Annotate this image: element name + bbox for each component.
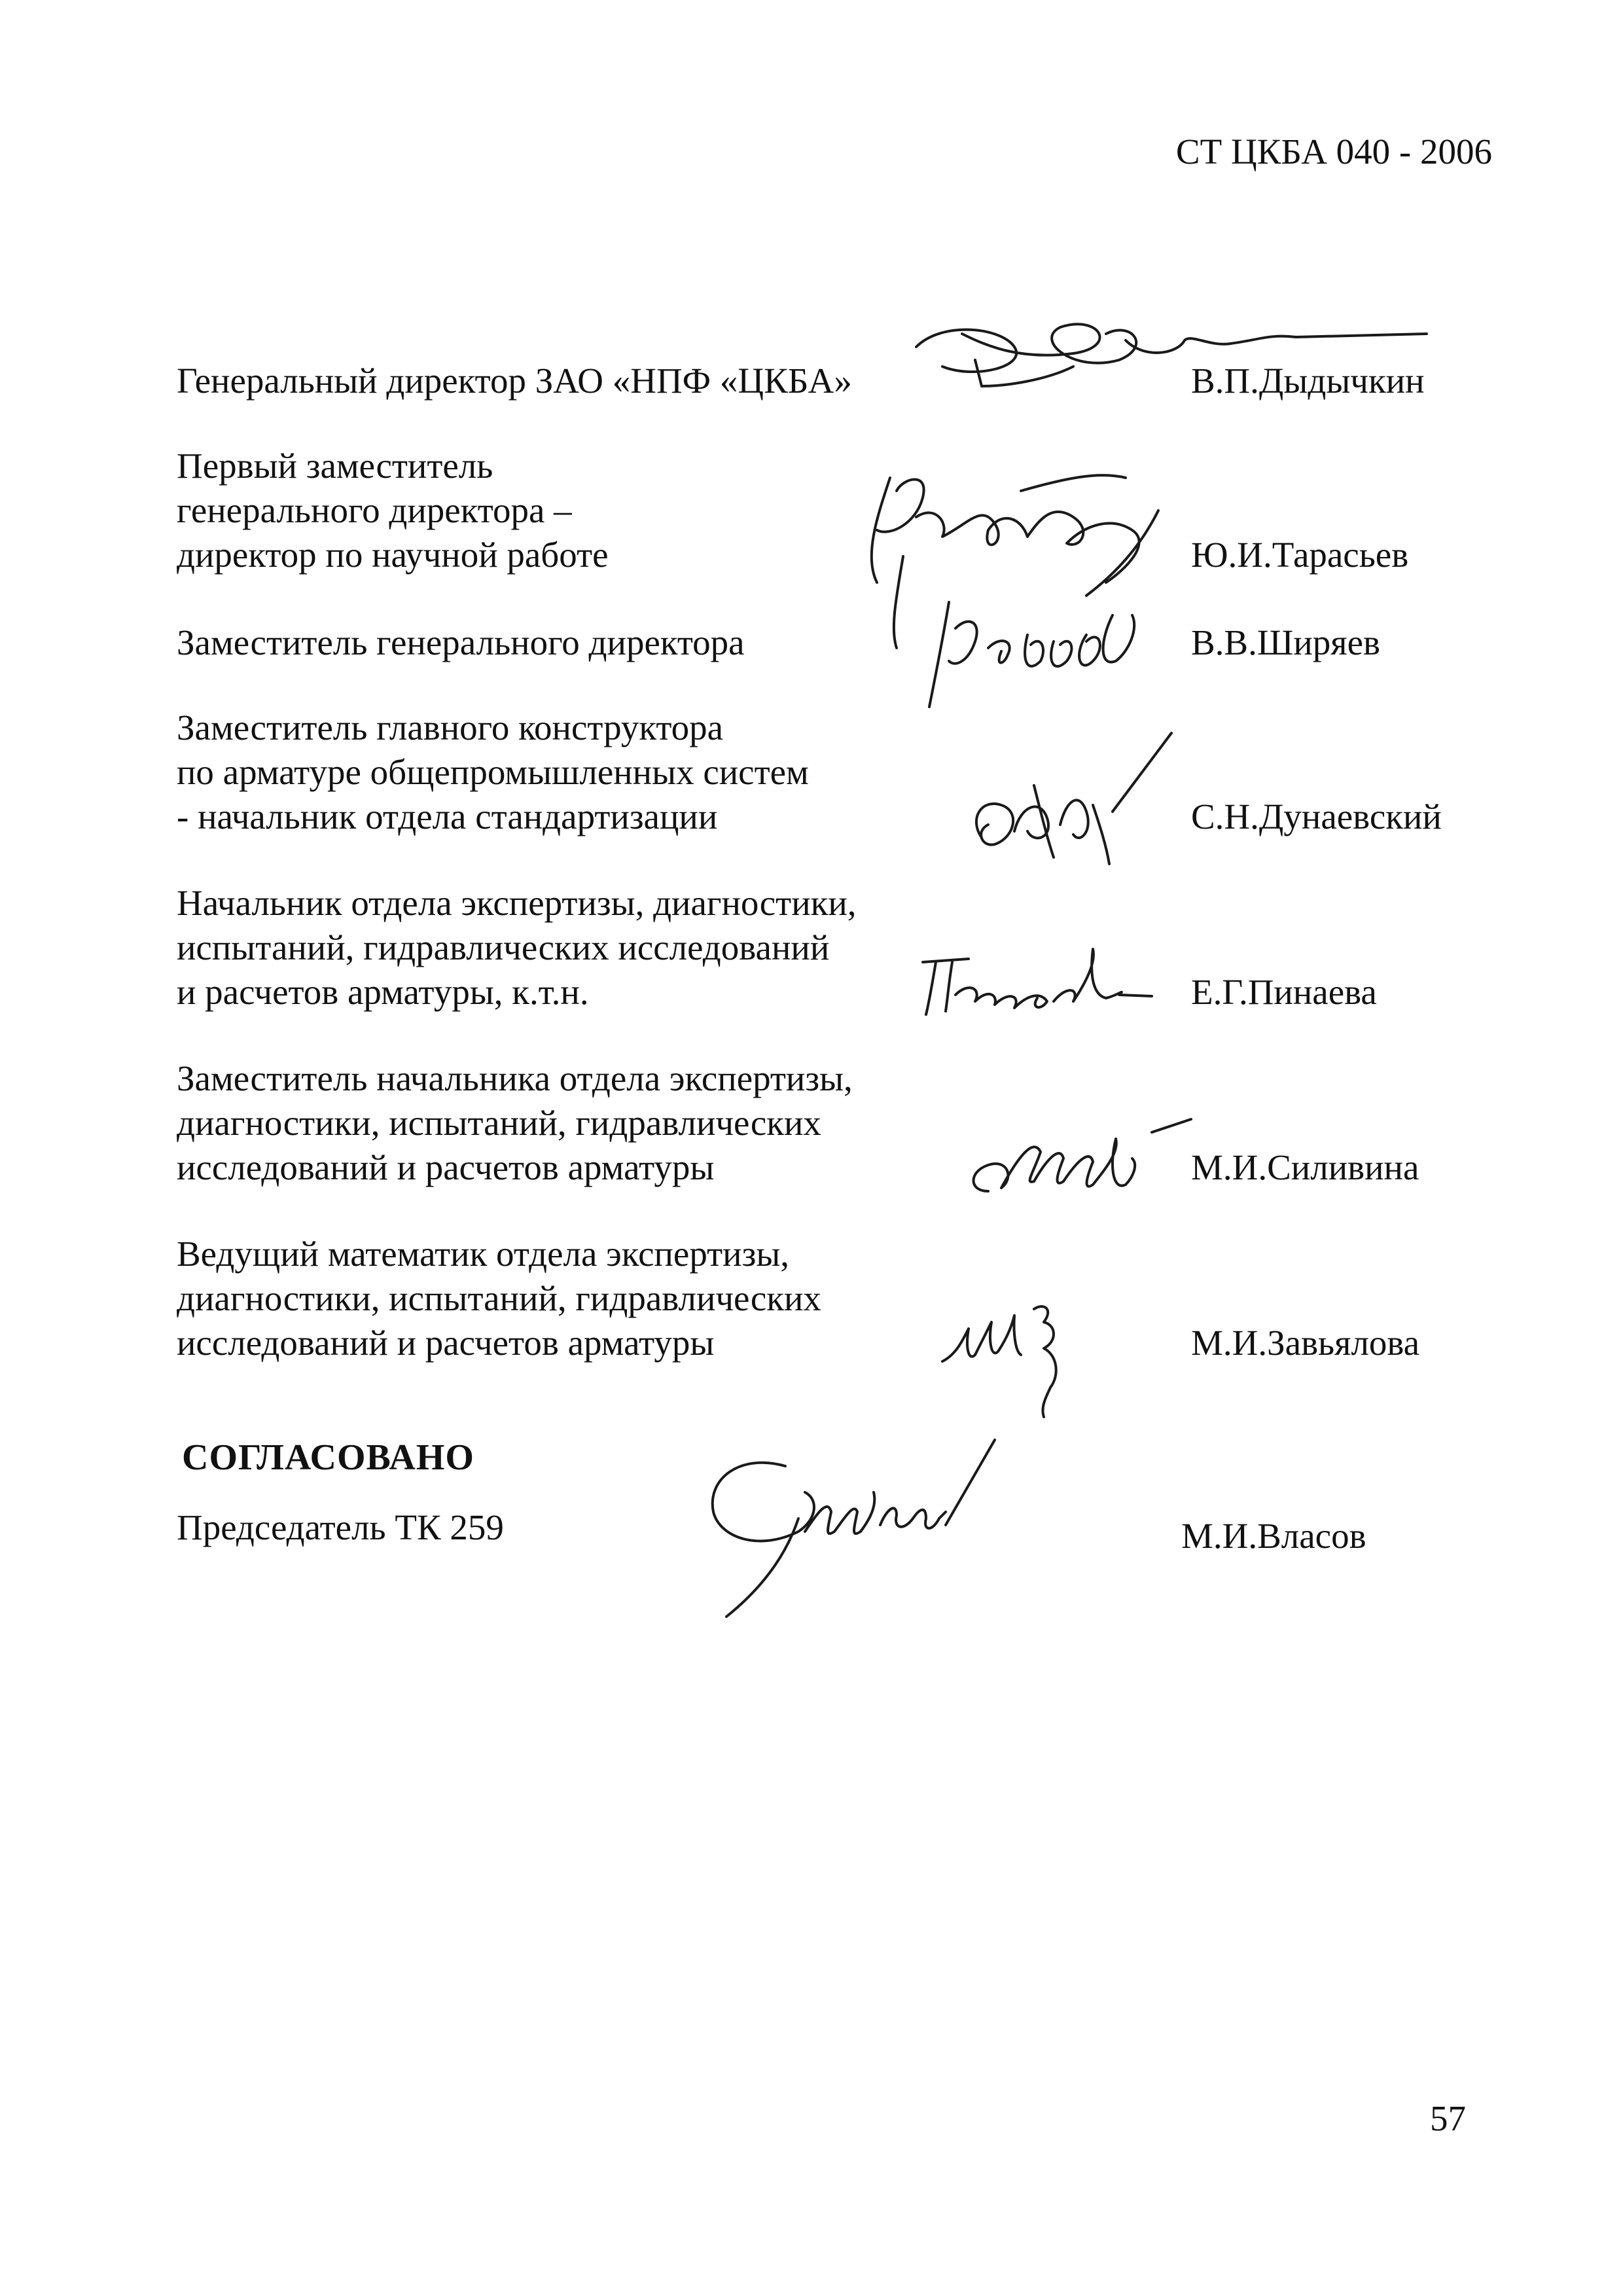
approval-heading: СОГЛАСОВАНО xyxy=(182,1437,474,1478)
signatory-title-lead-mathematician-3: исследований и расчетов арматуры xyxy=(177,1323,715,1363)
approval-title: Председатель ТК 259 xyxy=(177,1507,504,1547)
signatory-title-lead-mathematician-1: Ведущий математик отдела экспертизы, xyxy=(177,1234,790,1274)
signatory-title-first-deputy-1: Первый заместитель xyxy=(177,446,493,486)
signature-silivina xyxy=(962,1113,1191,1217)
page-number: 57 xyxy=(1430,2098,1466,2138)
signature-dunaevsky xyxy=(962,726,1178,884)
signatory-title-deputy-chief-designer-1: Заместитель главного конструктора xyxy=(177,708,724,747)
signatory-title-first-deputy-2: генерального директора – xyxy=(177,490,572,530)
signature-vlasov xyxy=(687,1440,1027,1636)
document-code: СТ ЦКБА 040 - 2006 xyxy=(1175,132,1492,171)
signatory-name-dydychkin: В.П.Дыдычкин xyxy=(1191,361,1425,401)
signature-pinaeva xyxy=(910,936,1158,1021)
signatory-name-tarasyev: Ю.И.Тарасьев xyxy=(1191,535,1409,575)
signatory-title-deputy-chief-designer-3: - начальник отдела стандартизации xyxy=(177,797,718,836)
signatory-title-head-expertise-3: и расчетов арматуры, к.т.н. xyxy=(177,972,589,1012)
signatory-title-deputy-chief-designer-2: по арматуре общепромышленных систем xyxy=(177,752,809,792)
approval-name: М.И.Власов xyxy=(1181,1516,1366,1556)
signatory-title-head-expertise-1: Начальник отдела экспертизы, диагностики, xyxy=(177,883,857,923)
signatory-name-zavyalova: М.И.Завьялова xyxy=(1191,1323,1420,1363)
signatory-title-deputy-general-director: Заместитель генерального директора xyxy=(177,622,745,662)
signatory-name-dunaevsky: С.Н.Дунаевский xyxy=(1191,797,1442,836)
signatory-title-deputy-head-expertise-1: Заместитель начальника отдела экспертизы, xyxy=(177,1058,853,1098)
signatory-name-shiryaev: В.В.Ширяев xyxy=(1191,622,1380,662)
signatory-title-first-deputy-3: директор по научной работе xyxy=(177,535,609,575)
signature-shiryaev xyxy=(890,589,1185,720)
signatory-name-silivina: М.И.Силивина xyxy=(1191,1147,1419,1187)
signatory-title-deputy-head-expertise-3: исследований и расчетов арматуры xyxy=(177,1147,715,1187)
signature-zavyalova xyxy=(936,1289,1099,1420)
signatory-title-head-expertise-2: испытаний, гидравлических исследований xyxy=(177,927,830,967)
signatory-title-lead-mathematician-2: диагностики, испытаний, гидравлических xyxy=(177,1278,821,1318)
signatory-title-general-director: Генеральный директор ЗАО «НПФ «ЦКБА» xyxy=(177,361,852,401)
signatory-name-pinaeva: Е.Г.Пинаева xyxy=(1191,972,1377,1012)
signatory-title-deputy-head-expertise-2: диагностики, испытаний, гидравлических xyxy=(177,1103,821,1143)
